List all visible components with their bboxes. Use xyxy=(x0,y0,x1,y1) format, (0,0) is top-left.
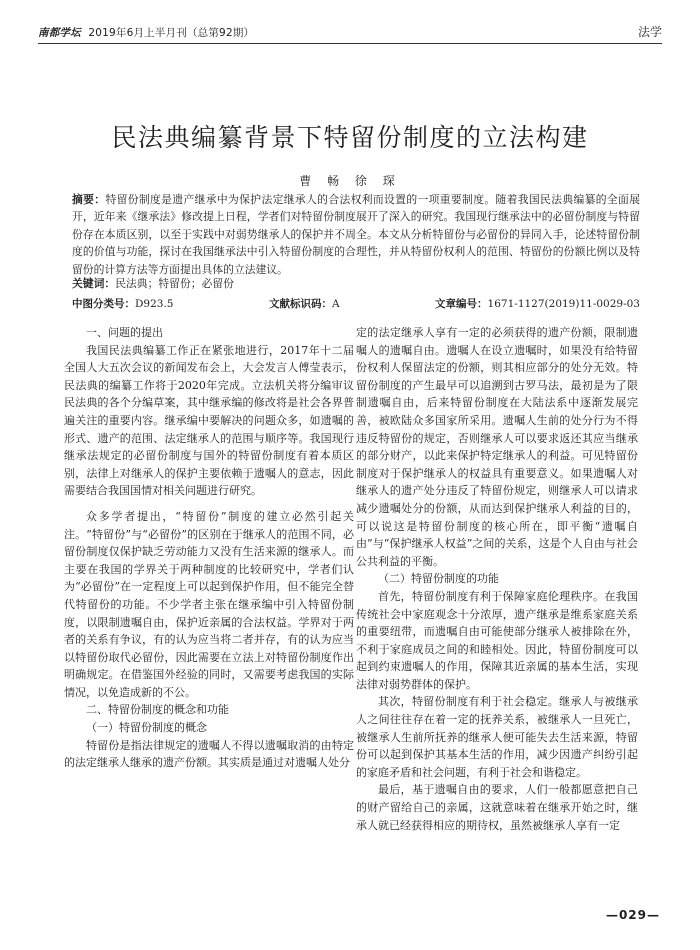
journal-name: 南都学坛 xyxy=(38,27,81,39)
body-paragraph: 特留份是指法律规定的遗嘱人不得以遗嘱取消的由特定的法定继承人继承的遗产份额。其实质是通过对遗嘱人处分 xyxy=(64,738,354,770)
body-column-right xyxy=(356,324,638,834)
abstract xyxy=(72,191,640,278)
running-header xyxy=(38,14,662,44)
body-paragraph: 众多学者提出，“特留份”制度的建立必然引起关注。“特留份”与“必留份”的区别在于继承人的范围不同，必留份制度仅保护缺乏劳动能力又没有生活来源的继承人。而主要在我国的学界关于两种制度的比较研究中，学者们认为“必留份”在一定程度上可以起到保护作用，但不能完全替代特留份的功能。不少学者主张在继承编中引入特留份制度，以限制遗嘱自由，保护近亲属的合法权益。学界对于两者的关系有争议，有的认为应当将二者并存，有的认为应当以特留份取代必留份，因此需要在立法上对特留份制度作出明确规定。在借鉴国外经验的同时，又需要考虑我国的实际情况，以免造成新的不公。 xyxy=(64,509,354,699)
article-meta xyxy=(72,296,640,312)
body-paragraph: 最后，基于遗嘱自由的要求，人们一般都愿意把自己的财产留给自己的亲属，这就意味着在继承开始之时，继承人就已经获得相应的期待权，虽然被继承人享有一定 xyxy=(356,783,638,832)
section-heading-2: 二、特留份制度的概念和功能 xyxy=(86,703,229,717)
article-authors: 曹 畅 徐 琛 xyxy=(299,174,401,188)
article-no-value: 1671-1127(2019)11-0029-03 xyxy=(487,298,640,310)
doc-code-label: 文献标识码： xyxy=(268,298,332,310)
doc-code-value: A xyxy=(331,298,340,310)
keywords-label: 关键词： xyxy=(72,277,116,290)
keywords-text: 民法典；特留份；必留份 xyxy=(115,277,234,290)
body-paragraph: 其次，特留份制度有利于社会稳定。继承人与被继承人之间往往存在着一定的抚养关系，被继承人一旦死亡，被继承人生前所抚养的继承人便可能失去生活来源，特留份可以起到保护其基本生活的作用，减少因遗产纠纷引起的家庭矛盾和社会问题，有利于社会和谐稳定。 xyxy=(356,695,638,779)
article-title: 民法典编纂背景下特留份制度的立法构建 xyxy=(111,123,589,152)
journal-info xyxy=(38,25,254,40)
subsection-heading-2-1: （一）特留份制度的概念 xyxy=(86,721,207,735)
section-heading-1: 一、问题的提出 xyxy=(86,326,163,339)
page-number: —029— xyxy=(605,908,660,922)
clc-value: D923.5 xyxy=(135,298,174,310)
body-paragraph: 我国民法典编纂工作正在紧张地进行，2017年十二届全国人大五次会议的新闻发布会上，大会发言人傅莹表示，民法典的编纂工作将于2020年完成。立法机关将分编审议民法典的各个分编草案，其中继承编的修改将是社会各界普遍关注的重要内容。继承编中要解决的问题众多，如遗嘱的形式、遗产的范围、法定继承人的范围与顺序等。我国现行继承法规定的必留份制度与国外的特留份制度有着本质区别，法律上对继承人的保护主要依赖于遗嘱人的意志，因此需要结合我国国情对相关问题进行研究。 xyxy=(64,343,354,498)
section-label: 法学 xyxy=(637,25,662,39)
clc-field xyxy=(72,296,173,312)
body-column-left xyxy=(64,324,354,772)
body-paragraph: 定的法定继承人享有一定的必须获得的遗产份额，限制遗嘱人的遗嘱自由。遗嘱人在设立遗嘱时，如果没有给特留份权利人保留法定的份额，则其相应部分的处分无效。特留份制度的产生最早可以追溯到古罗马法，最初是为了限制遗嘱自由，后来特留份制度在大陆法系中逐渐发展完善，被欧陆众多国家所采用。遗嘱人生前的处分行为不得违反特留份的规定，否则继承人可以要求返还其应当继承的部分财产，以此来保护特定继承人的利益。可见特留份制度对于保护继承人的权益具有重要意义。如果遗嘱人对继承人的遗产处分违反了特留份规定，则继承人可以请求减少遗嘱处分的份额，从而达到保护继承人利益的目的，可以说这是特留份制度的核心所在，即平衡“遗嘱自由”与“保护继承人权益”之间的关系，这是个人自由与社会公共利益的平衡。 xyxy=(356,326,638,568)
article-no-field xyxy=(435,296,640,312)
keywords xyxy=(72,276,640,292)
body-paragraph: 首先，特留份制度有利于保障家庭伦理秩序。在我国传统社会中家庭观念十分浓厚，遗产继承是维系家庭关系的重要纽带，而遗嘱自由可能使部分继承人被排除在外，不利于家庭成员之间的和睦相处。因此，特留份制度可以起到约束遗嘱人的作用，保障其近亲属的基本生活，实现法律对弱势群体的保护。 xyxy=(356,589,638,691)
abstract-text: 特留份制度是遗产继承中为保护法定继承人的合法权利而设置的一项重要制度。随着我国民法典编纂的全面展开，近年来《继承法》修改提上日程，学者们对特留份制度展开了深入的研究。我国现行继承法中的必留份制度与特留份存在本质区别，以至于实践中对弱势继承人的保护并不周全。本文从分析特留份与必留份的异同入手，论述特留份制度的价值与功能，探讨在我国继承法中引入特留份制度的合理性，并从特留份权利人的范围、特留份的份额比例以及特留份的计算方法等方面提出具体的立法建议。 xyxy=(72,193,641,276)
clc-label: 中图分类号： xyxy=(72,298,135,310)
article-no-label: 文章编号： xyxy=(435,298,488,310)
doc-code-field xyxy=(269,296,340,312)
subsection-heading-2-2: （二）特留份制度的功能 xyxy=(378,572,499,586)
issue-info: 2019年6月上半月刊（总第92期） xyxy=(88,27,255,39)
abstract-label: 摘要： xyxy=(72,193,106,206)
